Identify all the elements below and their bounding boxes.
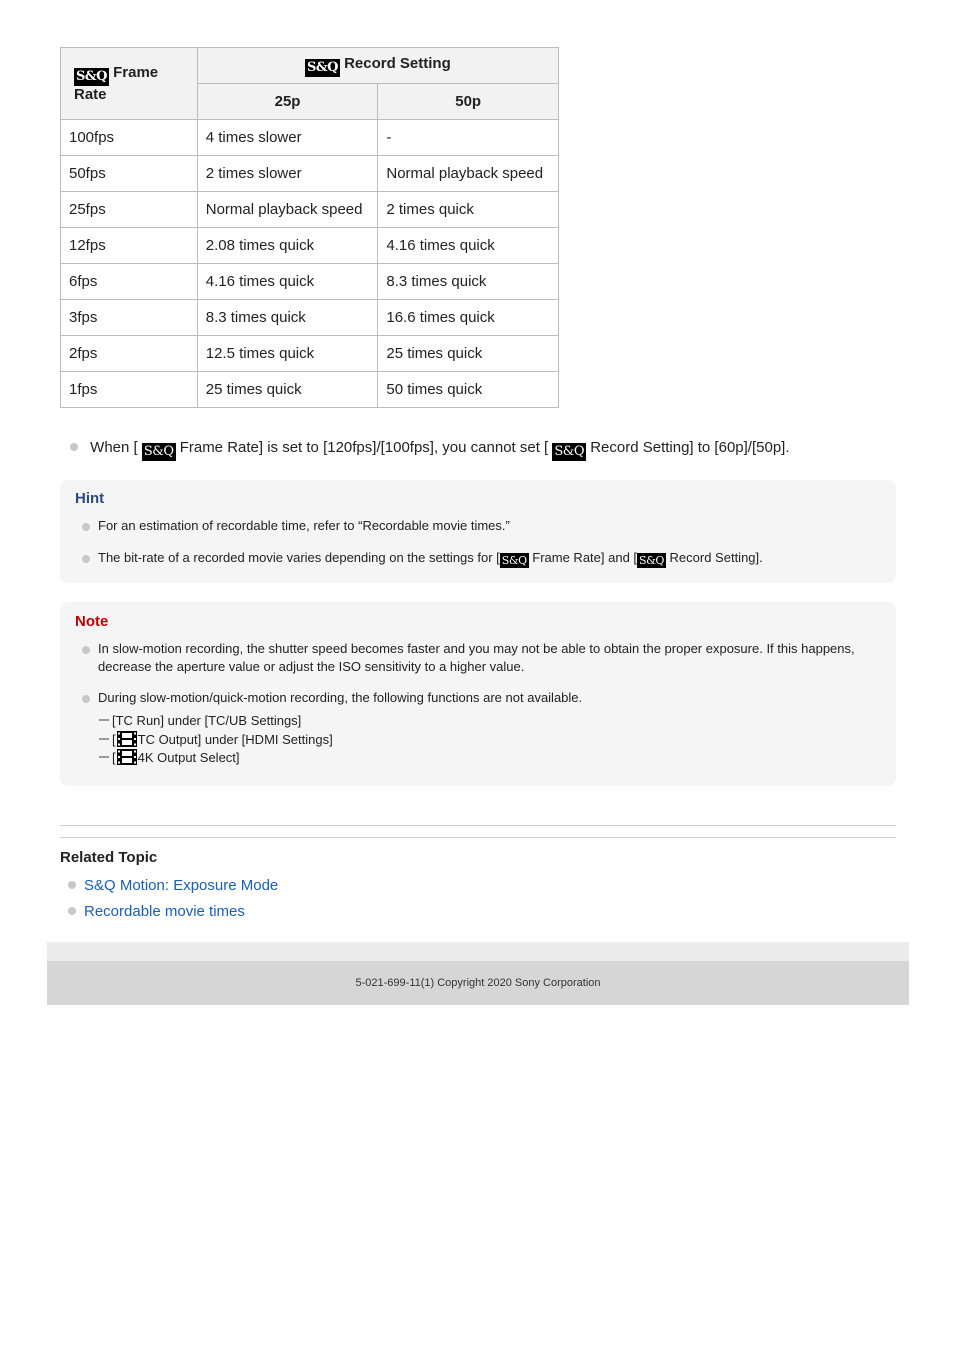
hint-box	[60, 480, 896, 583]
bullet-icon	[82, 555, 90, 563]
table-cell: Normal playback speed	[197, 192, 378, 228]
table-cell: -	[378, 120, 559, 156]
link-sq-motion-exposure-mode[interactable]: S&Q Motion: Exposure Mode	[84, 877, 279, 894]
footer-band	[47, 942, 909, 961]
table-cell: 25 times quick	[378, 336, 559, 372]
bullet-icon	[82, 523, 90, 531]
table-cell: 4 times slower	[197, 120, 378, 156]
hint-title: Hint	[75, 490, 105, 507]
sq-icon: S&Q	[639, 554, 664, 567]
table-cell: 2.08 times quick	[197, 228, 378, 264]
dash-icon	[99, 719, 109, 721]
table-cell: 3fps	[61, 300, 198, 336]
note-title: Note	[75, 613, 109, 630]
list-item: During slow-motion/quick-motion recording, the following functions are not available.	[82, 689, 856, 707]
table-cell: 16.6 times quick	[378, 300, 559, 336]
related-link-item	[68, 903, 245, 920]
sq-icon: S&Q	[76, 69, 107, 84]
sub-list-item: [ TC Output] under [HDMI Settings]	[99, 730, 333, 749]
table-cell: 2 times slower	[197, 156, 378, 192]
note-box	[60, 602, 896, 786]
table-row	[61, 264, 559, 300]
bullet-icon	[70, 443, 78, 451]
table-cell: 2fps	[61, 336, 198, 372]
sub-list-item: [TC Run] under [TC/UB Settings]	[99, 712, 301, 730]
table-cell: 6fps	[61, 264, 198, 300]
table-cell: 8.3 times quick	[378, 264, 559, 300]
table-cell: 4.16 times quick	[378, 228, 559, 264]
table-row	[61, 300, 559, 336]
divider	[60, 837, 896, 838]
movie-film-icon	[116, 730, 138, 748]
header-25p: 25p	[197, 84, 378, 120]
table-cell: 12.5 times quick	[197, 336, 378, 372]
table-cell: 100fps	[61, 120, 198, 156]
table-cell: 50 times quick	[378, 372, 559, 408]
bullet-icon	[68, 907, 76, 915]
table-cell: 4.16 times quick	[197, 264, 378, 300]
table-row	[61, 336, 559, 372]
list-item: The bit-rate of a recorded movie varies depending on the settings for [ S&Q Frame Rate] and [ S&Q Record Setting].	[82, 549, 856, 568]
dash-icon	[99, 756, 109, 758]
table-cell: Normal playback speed	[378, 156, 559, 192]
footer-copyright: 5-021-699-11(1) Copyright 2020 Sony Corporation	[47, 961, 909, 1005]
divider	[60, 825, 896, 826]
sq-icon: S&Q	[306, 59, 338, 75]
related-topic-title: Related Topic	[60, 849, 158, 866]
movie-film-icon	[116, 748, 138, 766]
sub-list-item: [ 4K Output Select]	[99, 748, 240, 767]
table-cell: 50fps	[61, 156, 198, 192]
frame-rate-header: S&Q Frame Rate	[61, 48, 198, 120]
table-cell: 2 times quick	[378, 192, 559, 228]
table-cell: 1fps	[61, 372, 198, 408]
table-row	[61, 228, 559, 264]
bullet-icon	[82, 646, 90, 654]
table-cell: 25fps	[61, 192, 198, 228]
table-cell: 12fps	[61, 228, 198, 264]
bullet-icon	[82, 695, 90, 703]
dash-icon	[99, 738, 109, 740]
restriction-note: When [ S&Q Frame Rate] is set to [120fps]/[100fps], you cannot set [ S&Q Record Setting] to [60p]/[50p].	[70, 439, 790, 461]
header-50p: 50p	[378, 84, 559, 120]
sq-icon: S&Q	[143, 444, 174, 459]
table-cell: 25 times quick	[197, 372, 378, 408]
related-link-item	[68, 877, 278, 894]
link-recordable-movie-times[interactable]: Recordable movie times	[84, 903, 245, 920]
list-item: In slow-motion recording, the shutter speed becomes faster and you may not be able to obtain the proper exposure. If this happens, decrease the aperture value or adjust the ISO sensitivity to a higher value.	[82, 640, 856, 676]
list-item: For an estimation of recordable time, refer to “Recordable movie times.”	[82, 517, 856, 535]
sq-icon: S&Q	[501, 554, 527, 567]
table-row	[61, 372, 559, 408]
table-cell: 8.3 times quick	[197, 300, 378, 336]
frame-rate-table	[60, 47, 559, 408]
record-setting-header: S&Q Record Setting	[197, 48, 558, 84]
bullet-icon	[68, 881, 76, 889]
sq-icon: S&Q	[554, 444, 585, 459]
table-row	[61, 120, 559, 156]
table-row	[61, 192, 559, 228]
table-row	[61, 156, 559, 192]
